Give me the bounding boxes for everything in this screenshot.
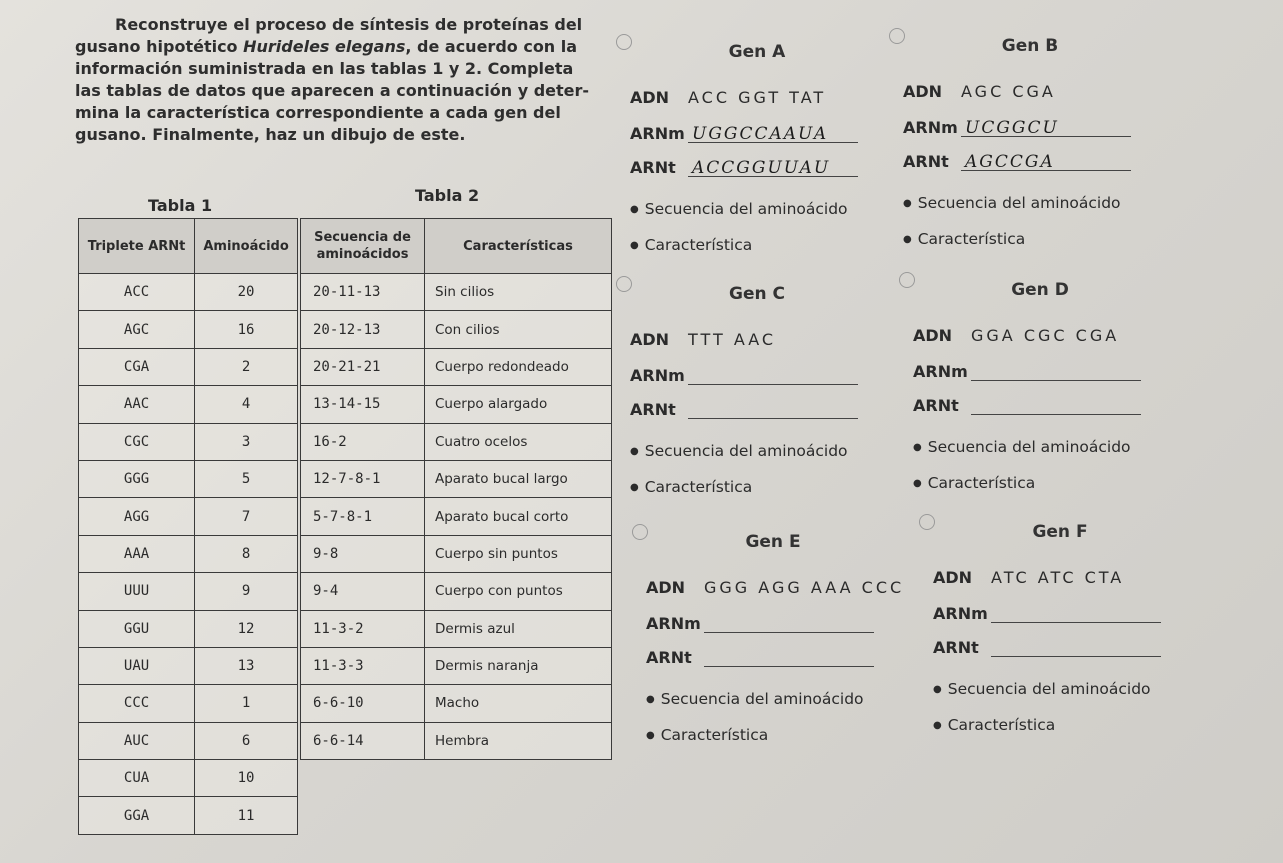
arnt-row <box>933 638 1161 657</box>
characteristic-cell: Aparato bucal corto <box>425 498 612 535</box>
aminoacid-cell: 8 <box>195 535 298 572</box>
table1-row <box>79 722 298 759</box>
table-2 <box>300 218 612 760</box>
table1-title: Tabla 1 <box>148 196 213 215</box>
instructions-line: gusano hipotético Hurideles elegans, de acuerdo con la <box>75 37 578 56</box>
gene-title: Gen A <box>728 42 786 62</box>
triplet-cell: CGA <box>79 348 195 385</box>
arnt-answer-field[interactable] <box>688 400 858 419</box>
arnt-row <box>903 152 1131 171</box>
gene-panel-b <box>885 24 1175 256</box>
table1-row <box>79 348 298 385</box>
gene-panel-a <box>612 30 902 262</box>
arnm-handwritten-answer: UGGCCAAUA <box>692 124 829 144</box>
characteristic-answer-field[interactable]: ● Característica <box>933 716 1055 734</box>
characteristic-answer-field[interactable]: ● Característica <box>646 726 768 744</box>
sequence-cell: 9-4 <box>301 573 425 610</box>
arnm-row <box>933 604 1161 623</box>
characteristic-cell: Cuerpo con puntos <box>425 573 612 610</box>
table1-header-aminoacid: Aminoácido <box>195 219 298 274</box>
table1-row <box>79 498 298 535</box>
sequence-answer-field[interactable]: ● Secuencia del aminoácido <box>630 442 848 460</box>
characteristic-cell: Sin cilios <box>425 274 612 311</box>
table2-title: Tabla 2 <box>415 186 480 205</box>
triplet-cell: CCC <box>79 685 195 722</box>
adn-sequence: AGC CGA <box>961 82 1056 101</box>
arnm-answer-field[interactable] <box>971 362 1141 381</box>
triplet-cell: UAU <box>79 647 195 684</box>
adn-sequence: TTT AAC <box>688 330 777 349</box>
table2-row <box>301 311 612 348</box>
gene-title: Gen F <box>1032 522 1088 542</box>
gene-panel-e <box>628 520 918 752</box>
characteristic-cell: Cuerpo redondeado <box>425 348 612 385</box>
characteristic-cell: Cuerpo alargado <box>425 386 612 423</box>
table2-row <box>301 535 612 572</box>
table2-row <box>301 722 612 759</box>
arnt-answer-field[interactable] <box>991 638 1161 657</box>
adn-row <box>630 330 776 349</box>
arnm-row <box>913 362 1141 381</box>
gene-title: Gen C <box>729 284 785 304</box>
adn-label: ADN <box>630 88 670 107</box>
triplet-cell: GGG <box>79 460 195 497</box>
sequence-cell: 11-3-2 <box>301 610 425 647</box>
adn-sequence: GGG AGG AAA CCC <box>704 578 905 597</box>
sequence-cell: 20-11-13 <box>301 274 425 311</box>
table1-row <box>79 685 298 722</box>
sequence-cell: 16-2 <box>301 423 425 460</box>
sequence-cell: 12-7-8-1 <box>301 460 425 497</box>
aminoacid-cell: 5 <box>195 460 298 497</box>
characteristic-answer-field[interactable]: ● Característica <box>630 478 752 496</box>
table2-header-characteristics: Características <box>425 219 612 274</box>
table2-row <box>301 647 612 684</box>
gene-panel-c <box>612 272 902 504</box>
arnt-row <box>630 400 858 419</box>
aminoacid-cell: 3 <box>195 423 298 460</box>
characteristic-answer-field[interactable]: ● Característica <box>630 236 752 254</box>
adn-sequence: ACC GGT TAT <box>688 88 827 107</box>
triplet-cell: AGC <box>79 311 195 348</box>
table1-body <box>79 274 298 835</box>
aminoacid-cell: 12 <box>195 610 298 647</box>
arnm-answer-field[interactable] <box>991 604 1161 623</box>
arnt-label: ARNt <box>913 396 959 415</box>
instructions-line: mina la característica correspondiente a cada gen del <box>75 103 561 122</box>
sequence-cell: 20-12-13 <box>301 311 425 348</box>
table1-row <box>79 610 298 647</box>
characteristic-cell: Macho <box>425 685 612 722</box>
adn-label: ADN <box>903 82 943 101</box>
arnt-answer-field[interactable] <box>971 396 1141 415</box>
triplet-cell: ACC <box>79 274 195 311</box>
arnt-answer-field[interactable] <box>704 648 874 667</box>
table1-row <box>79 274 298 311</box>
triplet-cell: CUA <box>79 760 195 797</box>
arnm-answer-field[interactable] <box>688 124 858 143</box>
table2-row <box>301 348 612 385</box>
instructions-line: las tablas de datos que aparecen a continuación y deter- <box>75 81 590 100</box>
sequence-cell: 6-6-10 <box>301 685 425 722</box>
sequence-cell: 20-21-21 <box>301 348 425 385</box>
arnm-handwritten-answer: UCGGCU <box>965 118 1059 138</box>
sequence-answer-field[interactable]: ● Secuencia del aminoácido <box>646 690 864 708</box>
characteristic-cell: Hembra <box>425 722 612 759</box>
aminoacid-cell: 9 <box>195 573 298 610</box>
characteristic-cell: Aparato bucal largo <box>425 460 612 497</box>
table1-row <box>79 573 298 610</box>
arnm-label: ARNm <box>913 362 968 381</box>
aminoacid-cell: 16 <box>195 311 298 348</box>
adn-row <box>913 326 1119 345</box>
adn-label: ADN <box>630 330 670 349</box>
adn-sequence: ATC ATC CTA <box>991 568 1125 587</box>
arnm-label: ARNm <box>646 614 701 633</box>
adn-row <box>933 568 1124 587</box>
triplet-cell: GGU <box>79 610 195 647</box>
adn-label: ADN <box>913 326 953 345</box>
gene-title: Gen E <box>745 532 801 552</box>
sequence-answer-field[interactable]: ● Secuencia del aminoácido <box>913 438 1131 456</box>
sequence-cell: 5-7-8-1 <box>301 498 425 535</box>
arnt-label: ARNt <box>646 648 692 667</box>
adn-sequence: GGA CGC CGA <box>971 326 1120 345</box>
species-name: Hurideles elegans <box>243 37 406 56</box>
gene-panel-d <box>895 268 1185 500</box>
adn-row <box>646 578 904 597</box>
arnm-answer-field[interactable] <box>688 366 858 385</box>
aminoacid-cell: 4 <box>195 386 298 423</box>
table2-row <box>301 274 612 311</box>
aminoacid-cell: 1 <box>195 685 298 722</box>
sequence-answer-field[interactable]: ● Secuencia del aminoácido <box>630 200 848 218</box>
table-1 <box>78 218 298 835</box>
aminoacid-cell: 2 <box>195 348 298 385</box>
sequence-cell: 6-6-14 <box>301 722 425 759</box>
arnm-answer-field[interactable] <box>704 614 874 633</box>
triplet-cell: UUU <box>79 573 195 610</box>
table1-row <box>79 760 298 797</box>
adn-row <box>903 82 1056 101</box>
adn-label: ADN <box>933 568 973 587</box>
aminoacid-cell: 7 <box>195 498 298 535</box>
aminoacid-cell: 6 <box>195 722 298 759</box>
arnt-label: ARNt <box>630 400 676 419</box>
characteristic-cell: Cuatro ocelos <box>425 423 612 460</box>
triplet-cell: CGC <box>79 423 195 460</box>
characteristic-answer-field[interactable]: ● Característica <box>913 474 1035 492</box>
gene-panel-f <box>915 510 1205 742</box>
triplet-cell: AGG <box>79 498 195 535</box>
arnm-row <box>630 124 858 143</box>
table1-row <box>79 460 298 497</box>
table1-row <box>79 797 298 834</box>
arnt-handwritten-answer: AGCCGA <box>965 152 1055 172</box>
table1-row <box>79 311 298 348</box>
arnm-answer-field[interactable] <box>961 118 1131 137</box>
characteristic-cell: Dermis azul <box>425 610 612 647</box>
table2-row <box>301 460 612 497</box>
table1-row <box>79 647 298 684</box>
table2-row <box>301 423 612 460</box>
adn-row <box>630 88 826 107</box>
characteristic-answer-field[interactable]: ● Característica <box>903 230 1025 248</box>
arnt-handwritten-answer: ACCGGUUAU <box>692 158 831 178</box>
instructions <box>75 14 615 146</box>
adn-label: ADN <box>646 578 686 597</box>
instructions-line: Reconstruye el proceso de síntesis de proteínas del <box>115 15 583 34</box>
characteristic-cell: Cuerpo sin puntos <box>425 535 612 572</box>
triplet-cell: AUC <box>79 722 195 759</box>
table1-row <box>79 423 298 460</box>
arnt-label: ARNt <box>933 638 979 657</box>
table2-row <box>301 386 612 423</box>
arnt-row <box>630 158 858 177</box>
triplet-cell: GGA <box>79 797 195 834</box>
triplet-cell: AAA <box>79 535 195 572</box>
table2-row <box>301 498 612 535</box>
table1-row <box>79 535 298 572</box>
instructions-line: gusano. Finalmente, haz un dibujo de este. <box>75 125 466 144</box>
table2-header-sequence: Secuencia de aminoácidos <box>301 219 425 274</box>
table1-header-triplet: Triplete ARNt <box>79 219 195 274</box>
sequence-answer-field[interactable]: ● Secuencia del aminoácido <box>933 680 1151 698</box>
arnm-label: ARNm <box>933 604 988 623</box>
table2-body <box>301 274 612 760</box>
sequence-cell: 9-8 <box>301 535 425 572</box>
table1-row <box>79 386 298 423</box>
aminoacid-cell: 11 <box>195 797 298 834</box>
characteristic-cell: Con cilios <box>425 311 612 348</box>
characteristic-cell: Dermis naranja <box>425 647 612 684</box>
gene-title: Gen B <box>1001 36 1059 56</box>
arnt-answer-field[interactable] <box>961 152 1131 171</box>
sequence-answer-field[interactable]: ● Secuencia del aminoácido <box>903 194 1121 212</box>
sequence-cell: 13-14-15 <box>301 386 425 423</box>
arnm-row <box>903 118 1131 137</box>
arnt-label: ARNt <box>630 158 676 177</box>
aminoacid-cell: 13 <box>195 647 298 684</box>
arnm-label: ARNm <box>630 124 685 143</box>
arnt-row <box>646 648 874 667</box>
sequence-cell: 11-3-3 <box>301 647 425 684</box>
aminoacid-cell: 20 <box>195 274 298 311</box>
arnt-answer-field[interactable] <box>688 158 858 177</box>
aminoacid-cell: 10 <box>195 760 298 797</box>
table2-row <box>301 610 612 647</box>
table2-row <box>301 573 612 610</box>
gene-title: Gen D <box>1011 280 1069 300</box>
arnm-label: ARNm <box>903 118 958 137</box>
arnm-row <box>630 366 858 385</box>
arnt-row <box>913 396 1141 415</box>
table2-row <box>301 685 612 722</box>
arnm-label: ARNm <box>630 366 685 385</box>
arnm-row <box>646 614 874 633</box>
arnt-label: ARNt <box>903 152 949 171</box>
instructions-line: información suministrada en las tablas 1 y 2. Completa <box>75 59 574 78</box>
triplet-cell: AAC <box>79 386 195 423</box>
